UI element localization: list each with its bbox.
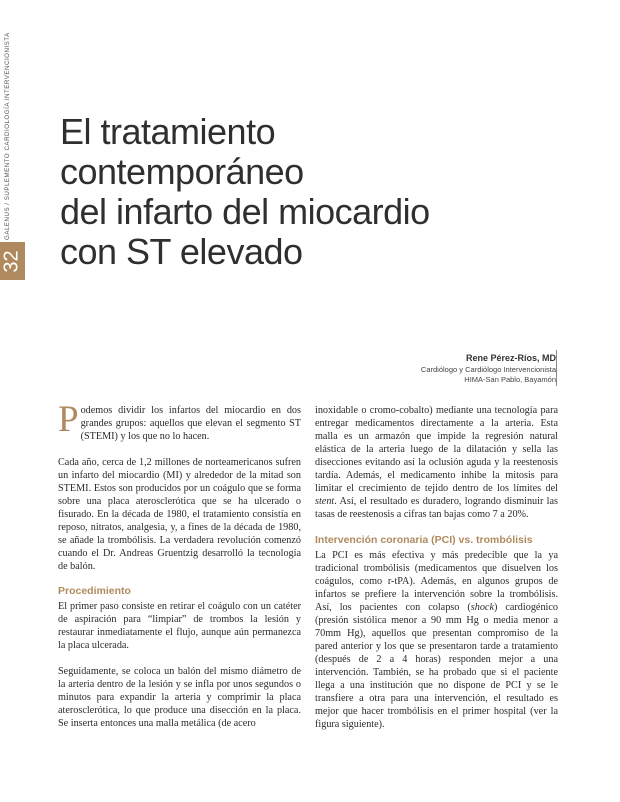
title-line: contemporáneo	[60, 151, 304, 192]
article-title	[60, 112, 430, 272]
drop-cap: P	[58, 399, 79, 440]
author-name: Rene Pérez-Ríos, MD	[465, 353, 556, 363]
title-line: con ST elevado	[60, 231, 303, 272]
intro-paragraph	[58, 399, 301, 443]
body-paragraph: Cada año, cerca de 1,2 millones de norteamericanos sufren un infarto del miocardio (MI) y alrededor de la mitad son STEMI. Estos son producidos por un coágulo que se forma sobre una placa aterosclerótica que se ha ulcerado o fisurado. En la década de 1980, el tratamiento consistía en reposo, nitratos, analgesia, y, a fines de la década de 1980, se añade la trombólisis. La verdadera revolución comenzó cuando el Dr. Andreas Gruentzig desarrolló la tecnología de balón.	[58, 457, 301, 572]
author-divider	[556, 350, 557, 386]
intro-text: odemos dividir los infartos del miocardio en dos grandes grupos: aquellos que elevan el segmento ST (STEMI) y los que no lo hacen.	[80, 405, 301, 442]
article-column-left	[58, 399, 301, 730]
page-number-tab	[0, 242, 25, 280]
page-number: 32	[1, 249, 23, 273]
body-paragraph: El primer paso consiste en retirar el coágulo con un catéter de aspiración para “limpiar” de trombos la lesión y restaurar inmediatamente el flujo, aunque aún permanezca la placa ulcerada.	[58, 601, 301, 651]
body-paragraph: La PCI es más efectiva y más predecible que la ya tradicional trombólisis (medicamentos que disuelven los coágulos, como r-tPA). Además, en algunos grupos de infartos se prefiere la intervención sobre la trombólisis. Así, los pacientes con colapso (shock) cardiogénico (presión sistólica menor a 90 mm Hg o media menor a 70mm Hg), aquellos que presentan compromiso de la pared anterior y los que se presentaron tarde a tratamiento (después de 2 a 4 horas) responden mejor a una intervención. También, se ha probado que si el paciente llega a una institución que no dispone de PCI y se le transfiere a otra para una intervención, el resultado es mejor que hacer trombólisis en el primer hospital (ver la figura siguiente).	[315, 550, 558, 730]
author-block	[421, 351, 556, 385]
italic-term: shock	[470, 602, 494, 613]
body-paragraph: Seguidamente, se coloca un balón del mismo diámetro de la arteria dentro de la lesión y se infla por unos segundos o minutos para expandir la arteria y comprimir la placa aterosclerótica, lo que produce una disección en la placa. Se inserta entonces una malla metálica (de acero	[58, 666, 301, 729]
section-heading-procedimiento: Procedimiento	[58, 585, 131, 597]
author-role: Cardiólogo y Cardiólogo Intervencionista	[420, 365, 556, 374]
title-line: del infarto del miocardio	[60, 191, 430, 232]
author-institution: HIMA-San Pablo, Bayamón	[464, 375, 556, 384]
sidebar-running-head: GALENUS / SUPLEMENTO CARDIOLOGÍA INTERVENCIONISTA	[4, 32, 11, 240]
article-column-right	[315, 404, 558, 731]
section-heading-pci: Intervención coronaria (PCI) vs. trombólisis	[315, 534, 533, 546]
body-paragraph: inoxidable o cromo-cobalto) mediante una tecnología para entregar medicamentos directamente a la arteria. Esta malla es un armazón que impide la regresión natural elástica de la arteria luego de la dilatación y sella las disecciones evitando así la oclusión aguda y la reestenosis tardía. Además, el medicamento inhibe la mitosis para limitar el crecimiento de tejido dentro de los límites del stent. Así, el resultado es duradero, logrando disminuir las tasas de reestenosis a cifras tan bajas como 7 a 20%.	[315, 405, 558, 520]
italic-term: stent	[315, 496, 335, 507]
title-line: El tratamiento	[60, 111, 276, 152]
